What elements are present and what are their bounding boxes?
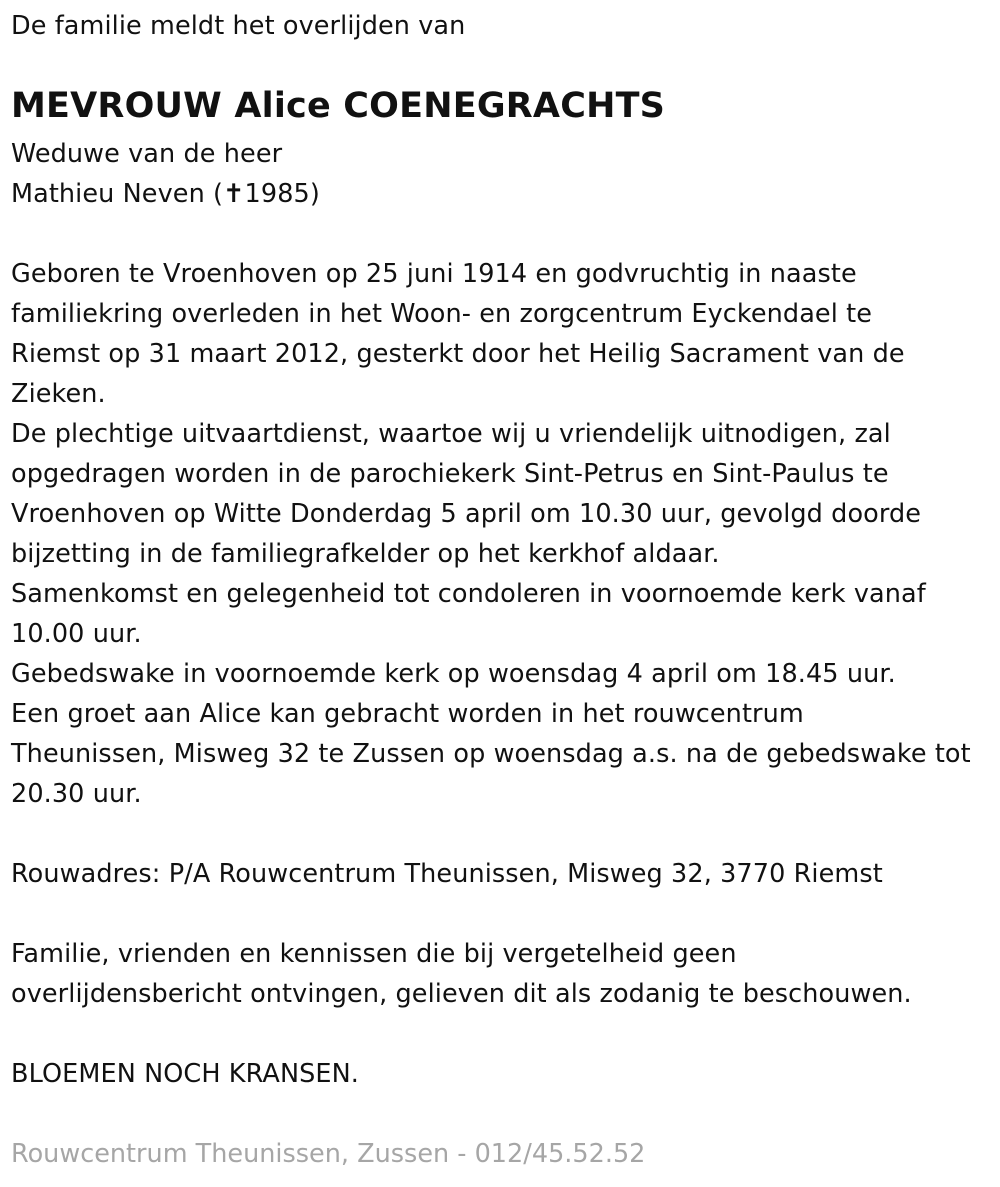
- funeral-address: [11, 854, 883, 894]
- address-line: Rouwadres: P/A Rouwcentrum Theunissen, Misweg 32, 3770 Riemst: [11, 859, 883, 889]
- funeral-home-footer: Rouwcentrum Theunissen, Zussen - 012/45.52.52: [11, 1139, 646, 1169]
- body-line: 20.30 uur.: [11, 779, 142, 809]
- intro-text: De familie meldt het overlijden van: [11, 11, 466, 41]
- flowers-line: BLOEMEN NOCH KRANSEN.: [11, 1059, 360, 1089]
- family-notice-line: overlijdensbericht ontvingen, gelieven dit als zodanig te beschouwen.: [11, 979, 912, 1009]
- body-line: Vroenhoven op Witte Donderdag 5 april om 10.30 uur, gevolgd doorde: [11, 499, 922, 529]
- spouse-info: [11, 134, 320, 214]
- body-line: Zieken.: [11, 379, 106, 409]
- body-line: opgedragen worden in de parochiekerk Sint-Petrus en Sint-Paulus te: [11, 459, 889, 489]
- body-line: Geboren te Vroenhoven op 25 juni 1914 en godvruchtig in naaste: [11, 259, 857, 289]
- family-notice: [11, 934, 912, 1014]
- spouse-line: Weduwe van de heer: [11, 139, 283, 169]
- spouse-name-line: Mathieu Neven (✝1985): [11, 179, 320, 209]
- deceased-name: MEVROUW Alice COENEGRACHTS: [11, 86, 666, 126]
- body-line: Gebedswake in voornoemde kerk op woensdag 4 april om 18.45 uur.: [11, 659, 896, 689]
- body-line: De plechtige uitvaartdienst, waartoe wij u vriendelijk uitnodigen, zal: [11, 419, 891, 449]
- notice-body: [11, 254, 971, 814]
- body-line: Riemst op 31 maart 2012, gesterkt door het Heilig Sacrament van de: [11, 339, 905, 369]
- body-line: Samenkomst en gelegenheid tot condoleren in voornoemde kerk vanaf: [11, 579, 926, 609]
- body-line: familiekring overleden in het Woon- en zorgcentrum Eyckendael te: [11, 299, 872, 329]
- flowers-notice: [11, 1054, 359, 1094]
- body-line: Theunissen, Misweg 32 te Zussen op woensdag a.s. na de gebedswake tot: [11, 739, 971, 769]
- body-line: bijzetting in de familiegrafkelder op het kerkhof aldaar.: [11, 539, 720, 569]
- family-notice-line: Familie, vrienden en kennissen die bij vergetelheid geen: [11, 939, 737, 969]
- body-line: Een groet aan Alice kan gebracht worden in het rouwcentrum: [11, 699, 804, 729]
- body-line: 10.00 uur.: [11, 619, 142, 649]
